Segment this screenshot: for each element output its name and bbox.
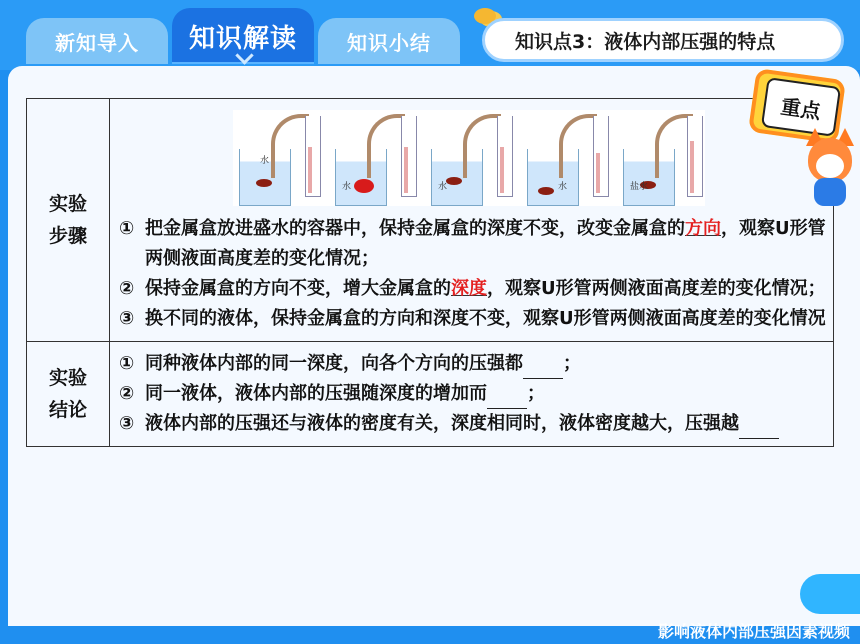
step-text-post: ，观察U形管两侧液面高度差的变化情况； bbox=[145, 218, 826, 269]
table-row-conclusion bbox=[27, 342, 834, 447]
setup-4 bbox=[521, 110, 615, 206]
u-tube-icon bbox=[401, 116, 417, 197]
conclusion-sentence bbox=[145, 409, 779, 439]
conclusion-sentence bbox=[145, 349, 581, 379]
conclusion-end: ； bbox=[527, 383, 545, 404]
tube-fill bbox=[308, 147, 312, 193]
conclusion-label bbox=[27, 342, 110, 447]
step-text-pre: 保持金属盒的方向不变，增大金属盒的 bbox=[145, 278, 451, 299]
experiment-table bbox=[26, 98, 834, 447]
conclusion-sentence-text: 同一液体，液体内部的压强随深度的增加而 bbox=[145, 383, 487, 404]
conclusion-end: ； bbox=[563, 353, 581, 374]
conclusion-sentence bbox=[145, 379, 545, 409]
step-highlight: 深度 bbox=[451, 278, 487, 299]
tube-fill bbox=[596, 153, 600, 193]
step-text-post: ，观察U形管两侧液面高度差的变化情况； bbox=[487, 278, 826, 299]
badge-text: 重点 bbox=[779, 93, 823, 124]
step-item-1 bbox=[119, 214, 826, 274]
step-number: ③ bbox=[119, 308, 135, 329]
setup-1 bbox=[233, 110, 327, 206]
steps-content bbox=[110, 99, 834, 342]
liquid-label: 水 bbox=[260, 156, 270, 166]
step-text-pre: 把金属盒放进盛水的容器中，保持金属盒的深度不变，改变金属盒的 bbox=[145, 218, 685, 239]
steps-label-line1: 实验 bbox=[48, 193, 87, 215]
topic-text: 知识点3：液体内部压强的特点 bbox=[515, 30, 776, 53]
table-row-steps bbox=[27, 99, 834, 342]
probe-icon bbox=[538, 187, 554, 195]
conclusion-label-line1: 实验 bbox=[48, 367, 87, 389]
tab-intro-label: 新知导入 bbox=[55, 30, 139, 55]
setup-2 bbox=[329, 110, 423, 206]
tube-fill bbox=[404, 147, 408, 193]
step-number: ② bbox=[119, 278, 135, 299]
step-highlight: 方向 bbox=[685, 218, 721, 239]
fox-mascot-icon bbox=[800, 128, 856, 208]
u-tube-icon bbox=[687, 116, 703, 197]
step-text: 换不同的液体，保持金属盒的方向和深度不变，观察U形管两侧液面高度差的变化情况 bbox=[145, 308, 826, 329]
liquid-label: 水 bbox=[342, 182, 352, 192]
step-number: ① bbox=[119, 218, 135, 239]
setup-5 bbox=[617, 110, 705, 206]
tab-summary[interactable] bbox=[318, 18, 460, 64]
conclusion-number: ② bbox=[119, 383, 135, 404]
u-tube-icon bbox=[305, 116, 321, 197]
corner-decoration bbox=[800, 574, 860, 614]
u-tube-icon bbox=[593, 116, 609, 197]
steps-text bbox=[111, 208, 832, 340]
answer-blank[interactable] bbox=[739, 418, 779, 439]
probe-icon bbox=[256, 179, 272, 187]
probe-icon bbox=[446, 177, 462, 185]
u-tube-icon bbox=[497, 116, 513, 197]
liquid-label: 盐水 bbox=[630, 182, 649, 192]
step-item-3 bbox=[119, 304, 826, 334]
hose-icon bbox=[463, 114, 501, 178]
conclusion-item-1 bbox=[119, 349, 826, 379]
steps-label-line2: 步骤 bbox=[48, 225, 87, 247]
conclusion-item-3 bbox=[119, 409, 826, 439]
hose-icon bbox=[559, 114, 597, 178]
conclusion-content bbox=[110, 342, 834, 447]
video-caption-text: 影响液体内部压强因素视频 bbox=[657, 622, 850, 641]
conclusion-item-2 bbox=[119, 379, 826, 409]
tab-intro[interactable] bbox=[26, 18, 168, 64]
tube-fill bbox=[690, 141, 694, 193]
video-caption[interactable] bbox=[658, 619, 850, 642]
tab-knowledge[interactable] bbox=[172, 8, 314, 64]
tube-fill bbox=[500, 147, 504, 193]
conclusion-text bbox=[111, 343, 832, 445]
hose-icon bbox=[271, 114, 309, 178]
probe-icon bbox=[354, 179, 374, 193]
steps-label bbox=[27, 99, 110, 342]
answer-blank[interactable] bbox=[523, 358, 563, 379]
step-text bbox=[145, 214, 826, 274]
liquid-label: 水 bbox=[438, 182, 448, 192]
step-text bbox=[145, 274, 826, 304]
hose-icon bbox=[367, 114, 405, 178]
conclusion-number: ① bbox=[119, 353, 135, 374]
liquid-label: 水 bbox=[558, 182, 568, 192]
topic-title bbox=[482, 18, 844, 62]
tab-summary-label: 知识小结 bbox=[347, 30, 431, 55]
step-item-2 bbox=[119, 274, 826, 304]
conclusion-sentence-text: 同种液体内部的同一深度，向各个方向的压强都 bbox=[145, 353, 523, 374]
experiment-illustration bbox=[233, 110, 705, 206]
conclusion-label-line2: 结论 bbox=[48, 399, 87, 421]
answer-blank[interactable] bbox=[487, 388, 527, 409]
setup-3 bbox=[425, 110, 519, 206]
tab-knowledge-label: 知识解读 bbox=[188, 23, 297, 54]
conclusion-sentence-text: 液体内部的压强还与液体的密度有关，深度相同时，液体密度越大，压强越 bbox=[145, 413, 739, 434]
conclusion-number: ③ bbox=[119, 413, 135, 434]
